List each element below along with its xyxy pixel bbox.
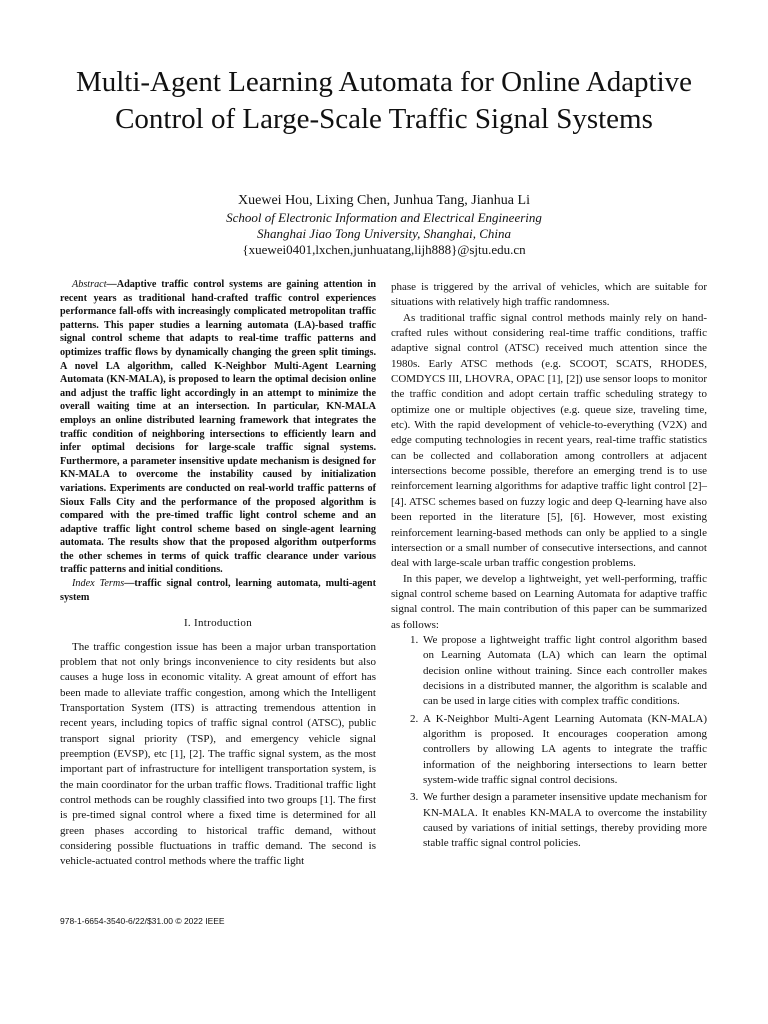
affiliation-line-2: Shanghai Jiao Tong University, Shanghai, China — [256, 226, 512, 241]
index-terms — [60, 577, 376, 604]
left-column — [60, 278, 376, 870]
author-emails: {xuewei0401,lxchen,junhuatang,lijh888}@sjtu.edu.cn — [242, 242, 526, 257]
abstract — [60, 278, 376, 577]
contribution-list — [391, 633, 707, 852]
intro-paragraph-continued: phase is triggered by the arrival of vehicles, which are suitable for situations with relatively high traffic randomness. — [391, 281, 707, 309]
contribution-item: 3. We further design a parameter insensitive update mechanism for KN-MALA. It enables KN-MALA to overcome the instability caused by variations of initial settings, thereby providing more stable traffic signal control policies. — [421, 790, 707, 851]
affiliation-line-1: School of Electronic Information and Electrical Engineering — [226, 210, 542, 225]
index-terms-label: Index Terms — [72, 578, 125, 590]
abstract-text: —Adaptive traffic control systems are gaining attention in recent years as traditional hand-crafted traffic control experiences performance fall-offs with increasingly complicated metropolitan traffic patterns. This paper studies a learning automata (LA)-based traffic signal control scheme that adapts to real-time traffic patterns and optimizes traffic flows by dynamically changing the green split timings. A novel LA algorithm, called K-Neighbor Multi-Agent Learning Automata (KN-MALA), is proposed to learn the optimal decision online and adjust the traffic light accordingly in an attempt to minimize the overall waiting time at an intersection. In particular, KN-MALA employs an online distributed learning framework that integrates the traffic condition of neighboring intersections to efficiently learn and infer optimal decisions for large-scale traffic signal systems. Furthermore, a parameter insensitive update mechanism is designed for KN-MALA to overcome the instability caused by initialization variations. Experiments are conducted on real-world traffic patterns of Sioux Falls City and the performance of the proposed algorithm is compared with the pre-timed traffic light control scheme and an adaptive traffic light control scheme based on single-agent learning automata. The results show that the proposed algorithm outperforms the other schemes in terms of quick traffic clearance under various traffic patterns and initial conditions. — [60, 279, 376, 576]
intro-paragraph-3: In this paper, we develop a lightweight, yet well-performing, traffic signal control scheme based on Learning Automata for adaptive traffic signal control. The main contribution of this paper can be summarized as follows: — [391, 572, 707, 631]
author-list: Xuewei Hou, Lixing Chen, Junhua Tang, Jianhua Li — [238, 193, 530, 208]
intro-paragraph-1: The traffic congestion issue has been a major urban transportation problem that not only brings inconvenience to city residents but also causes a huge loss in economic vitality. A great amount of effort has been made to alleviate traffic congestion, among which the Intelligent Transportation System (ITS) is attracting tremendous attention in recent years, including topics of traffic signal control (ATSC), public transport signal priority (TSP), and emergency vehicle signal preemption (EVSP), etc [1], [2]. The traffic signal system, as the most important part of infrastructure for intelligent transportation system, is the main coordinator for the urban traffic flows. Traditional traffic light control methods can be roughly classified into two groups [1]. The first is pre-timed signal control where a fixed time is determined for all green phases according to historical traffic demand, without considering possible fluctuations in traffic demand. The second is vehicle-actuated control methods where the traffic light — [60, 640, 376, 868]
intro-paragraph-2: As traditional traffic signal control methods mainly rely on hand-crafted rules without considering real-time traffic conditions, traffic adaptive signal control (ATSC) received much attention since the 1980s. Early ATSC methods (e.g. SCOOT, SCATS, RHODES, COMDYCS III, LHOVRA, OPAC [1], [2]) use sensor loops to monitor the traffic condition and adopt certain traffic scheduling strategy to optimize one or multiple objectives (e.g. queue size, traveling time, etc). With the rapid development of vehicle-to-everything (V2X) and edge computing technologies in recent years, real-time traffic statistics can be collected and collaboration among controllers at adjacent intersections become possible, therefore an emerging trend is to use reinforcement learning algorithms for adaptive traffic light control [2]–[4]. ATSC schemes based on fuzzy logic and deep Q-learning have also been reported in the literature [5], [6]. However, most existing reinforcement learning-based methods can only be applied to a single intersection or a small number of consecutive intersections, and cannot deal with large-scale urban traffic congestion problems. — [391, 311, 707, 570]
abstract-label: Abstract — [72, 279, 107, 290]
paper-title: Multi-Agent Learning Automata for Online Adaptive Control of Large-Scale Traffic Signal Systems — [75, 66, 693, 135]
contribution-item: 2. A K-Neighbor Multi-Agent Learning Automata (KN-MALA) algorithm is proposed. It encourages cooperation among controllers by allowing LA agents to integrate the traffic information of the neighboring intersections to learn better system-wide traffic signal control decisions. — [421, 712, 707, 789]
index-terms-text: —traffic signal control, learning automata, multi-agent system — [60, 578, 376, 603]
section-heading: I. Introduction — [183, 617, 253, 630]
contribution-item: 1. We propose a lightweight traffic light control algorithm based on Learning Automata (LA) which can learn the optimal decision online without training. Since each controller makes decisions in a distributed manner, the algorithm is scalable and can be used in large cities with complex traffic conditions. — [421, 633, 707, 710]
right-column — [391, 280, 707, 854]
copyright-footer: 978-1-6654-3540-6/22/$31.00 © 2022 IEEE — [60, 916, 225, 926]
